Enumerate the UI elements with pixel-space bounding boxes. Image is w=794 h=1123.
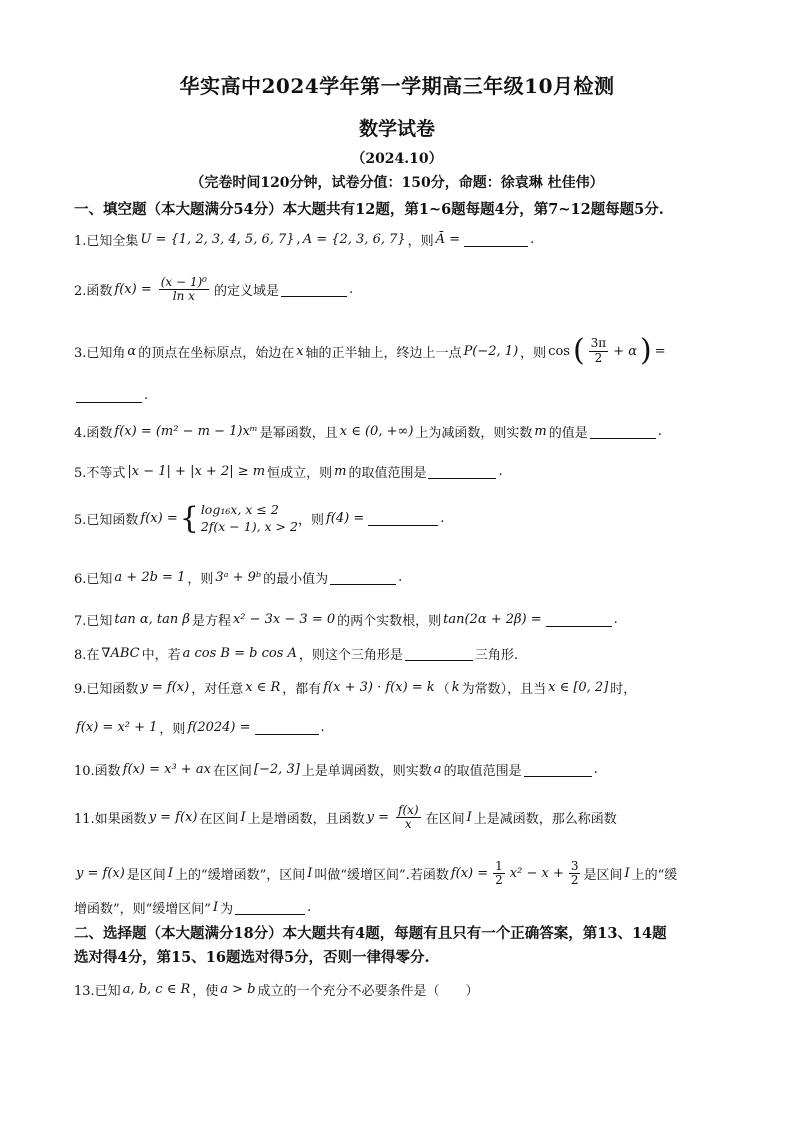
q3-text: 3.已知角 [74,345,126,361]
q1-set-u: U = {1, 2, 3, 4, 5, 6, 7} [140,232,295,247]
question-9-cont [74,718,734,737]
q9b-expr: f(x) = x² + 1 [76,720,158,735]
q9b-end: . [320,720,325,735]
q10-text: 10.函数 [74,764,121,779]
q7-end: . [613,612,618,627]
q5-text: 5.不等式 [74,466,126,481]
q1-end: . [530,232,535,247]
q10-end: . [593,762,598,777]
answer-blank[interactable] [281,282,347,297]
q11-text-4: 在区间 [425,812,465,828]
q9-domain: x ∈ R [245,680,281,695]
question-11-cont-2 [74,898,734,917]
q10-a: a [433,762,442,777]
q11b-mid: x² − x + [509,866,564,882]
q9-range: x ∈ [0, 2] [548,680,609,695]
q2-fx: f(x) = [114,282,152,298]
q1-text: 1.已知全集 [74,234,139,249]
q4-expr: f(x) = (m² − m − 1)xᵐ [114,424,258,439]
q6-text: 6.已知 [74,572,113,587]
q5-text-3: 的取值范围是 [348,466,427,481]
answer-blank[interactable] [428,464,496,479]
section-1-heading: 一、填空题（本大题满分54分）本大题共有12题，第1~6题每题4分，第7~12题每题5分. [74,201,664,218]
answer-blank[interactable] [524,762,592,777]
question-9 [74,678,734,697]
question-2 [74,276,734,303]
q5b-text: 5.已知函数 [74,513,139,529]
q7-equation: x² − 3x − 3 = 0 [232,612,336,627]
q10-text-2: 在区间 [212,764,252,779]
q11-fx: y = f(x) [148,810,198,826]
q11b-numerator-1: 1 [495,859,503,873]
q3-left-paren: ( [572,333,585,368]
q13-inequality: a > b [220,982,256,997]
q5b-fx: f(x) = [140,511,178,527]
q5b-text-2: ，则 [297,513,324,529]
answer-blank[interactable] [76,388,142,403]
q9-k: k [451,680,460,695]
question-11-cont [74,860,734,887]
q2-denominator: ln x [172,289,195,304]
q11-i: I [240,810,246,826]
q8-text-3: ，则这个三角形是 [298,648,403,663]
answer-blank[interactable] [464,232,528,247]
q11b-fx2: f(x) = [450,866,489,882]
q8-text-2: 中，若 [141,648,181,663]
q5b-brace: { [179,500,199,536]
exam-title: 华实高中2024学年第一学期高三年级10月检测 [179,74,615,98]
q11b-denominator-2: 2 [570,873,579,888]
q6-text-3: 的最小值为 [263,572,329,587]
q3-eq: = [654,343,666,359]
answer-blank[interactable] [368,511,438,526]
q11-text-5: 上是减函数，那么称函数 [473,812,617,828]
answer-blank[interactable] [405,646,473,661]
answer-blank[interactable] [255,720,319,735]
q8-cond: a cos B = b cos A [182,646,297,661]
q11b-text-4: 是区间 [583,868,623,884]
q7-text: 7.已知 [74,614,113,629]
question-5 [74,462,734,481]
q6-text-2: ，则 [187,572,214,587]
q5-m: m [334,464,347,479]
q11b-i-3: I [624,866,630,882]
q11-i-2: I [466,810,472,826]
exam-info: （完卷时间120分钟，试卷分值：150分，命题：徐袁琳 杜佳伟） [190,175,604,191]
q11-text: 11.如果函数 [74,812,147,828]
q4-text-3: 上为减函数，则实数 [415,426,533,441]
q11b-i: I [167,866,173,882]
question-7 [74,610,734,629]
question-1 [74,230,734,249]
q6-expr: 3ᵃ + 9ᵇ [215,570,262,585]
q11-y: y = [366,810,390,826]
q11c-end: . [307,900,312,915]
q2-end: . [349,282,354,298]
question-8 [74,644,734,663]
q6-cond: a + 2b = 1 [114,570,186,585]
q5-expr: |x − 1| + |x + 2| ≥ m [127,464,266,479]
q9-fx: y = f(x) [140,680,190,695]
question-4 [74,422,734,441]
q9b-ask: f(2024) = [187,720,251,735]
q2-text-2: 的定义域是 [213,284,279,300]
q11-numerator: f(x) [398,803,419,817]
q3-end: . [144,388,149,403]
q4-domain: x ∈ (0, +∞) [339,424,414,439]
q4-text-4: 的值是 [548,426,588,441]
q11c-text: 增函数”，则“缓增区间” [74,902,211,917]
q4-m: m [534,424,547,439]
q9-text-2: ，对任意 [191,682,244,697]
q3-text-2: 的顶点在坐标原点，始边在 [138,345,295,361]
q3-text-4: ，则 [520,345,547,361]
q7-text-2: 是方程 [191,614,231,629]
question-10 [74,760,734,779]
q3-fraction [589,337,609,364]
q4-text-2: 是幂函数，且 [259,426,338,441]
q3-text-3: 轴的正半轴上，终边上一点 [305,345,462,361]
answer-blank[interactable] [590,424,656,439]
section-2-heading-line-2: 选对得4分，第15、16题选对得5分，否则一律得零分. [74,949,430,966]
q13-text-2: ，使 [192,984,219,999]
question-11 [74,804,734,831]
q1-text-2: ，则 [407,234,434,249]
q9-text-5: 为常数），且当 [461,682,547,697]
exam-date: （2024.10） [351,151,443,167]
q2-numerator: (x − 1)⁰ [160,275,207,289]
q3-x: x [296,343,304,359]
q5b-case-2: 2f(x − 1), x > 2 [200,518,298,534]
exam-subtitle: 数学试卷 [358,118,435,140]
question-3-cont [74,388,734,403]
q11b-text-3: 叫做“缓增区间”.若函数 [314,868,449,884]
q5-text-2: 恒成立，则 [267,466,333,481]
q13-text-3: 成立的一个充分不必要条件是（ ） [257,984,479,999]
q9-text-4: （ [436,682,450,697]
q3-alpha: α [127,343,137,359]
q3-numerator: 3π [590,336,607,351]
q9b-text: ，则 [159,722,186,737]
q11b-i-2: I [307,866,313,882]
question-6 [74,568,734,587]
q2-fraction [157,276,211,303]
section-2-heading-line-1: 二、选择题（本大题满分18分）本大题共有4题，每题有且只有一个正确答案，第13、14题 [74,925,667,942]
q9-text-3: ，都有 [282,682,322,697]
q11c-text-2: 为 [220,902,234,917]
q11b-fraction-1 [493,860,505,887]
q1-set-a: A = {2, 3, 6, 7} [302,232,406,247]
question-3 [74,333,734,368]
question-5b [74,502,734,536]
q7-roots: tan α, tan β [114,612,190,627]
q4-end: . [657,424,662,439]
q9-text: 9.已知函数 [74,682,139,697]
q9-text-6: 时， [610,682,637,697]
q3-denominator: 2 [594,350,603,365]
q10-text-3: 上是单调函数，则实数 [301,764,432,779]
q7-text-3: 的两个实数根，则 [337,614,442,629]
question-13 [74,980,734,999]
q11b-denominator-1: 2 [495,873,503,888]
q5b-case-1: log₁₆x, x ≤ 2 [200,502,279,517]
q11b-text: 是区间 [126,868,166,884]
q5b-cases [201,502,298,536]
answer-blank[interactable] [546,612,612,627]
q3-plus: + α [613,343,638,359]
q13-text: 13.已知 [74,984,121,999]
q11b-text-2: 上的“缓增函数”，区间 [174,868,306,884]
q4-text: 4.函数 [74,426,113,441]
answer-blank[interactable] [235,900,305,915]
q10-text-4: 的取值范围是 [443,764,522,779]
q6-end: . [398,570,403,585]
q3-point: P(−2, 1) [463,343,519,359]
q13-vars: a, b, c ∈ R [122,982,191,997]
answer-blank[interactable] [330,570,396,585]
q1-ask: Ā = [435,232,461,247]
q8-text-4: 三角形. [474,648,519,663]
q7-ask: tan(2α + 2β) = [443,612,542,627]
q3-right-paren: ) [640,333,652,368]
q8-triangle: ∇ABC [101,646,140,661]
q11b-fraction-2 [569,860,581,887]
q10-range: [−2, 3] [253,762,300,777]
q11b-fx: y = f(x) [76,866,125,882]
q5b-end: . [440,511,445,527]
q11-text-3: 上是增函数，且函数 [247,812,365,828]
q11b-numerator-2: 3 [570,859,579,873]
q10-expr: f(x) = x³ + ax [122,762,211,777]
q11b-text-5: 上的“缓 [631,868,678,884]
q8-text: 8.在 [74,648,100,663]
q11-fraction [394,804,423,831]
q1-sep: , [296,232,301,247]
q11-text-2: 在区间 [199,812,239,828]
q9-relation: f(x + 3) · f(x) = k [323,680,435,695]
q5-end: . [498,464,503,479]
q11c-i: I [212,900,219,915]
q2-text: 2.函数 [74,284,113,300]
q11-denominator: x [404,817,412,832]
q3-cos: cos [548,343,570,359]
q5b-ask: f(4) = [325,511,365,527]
